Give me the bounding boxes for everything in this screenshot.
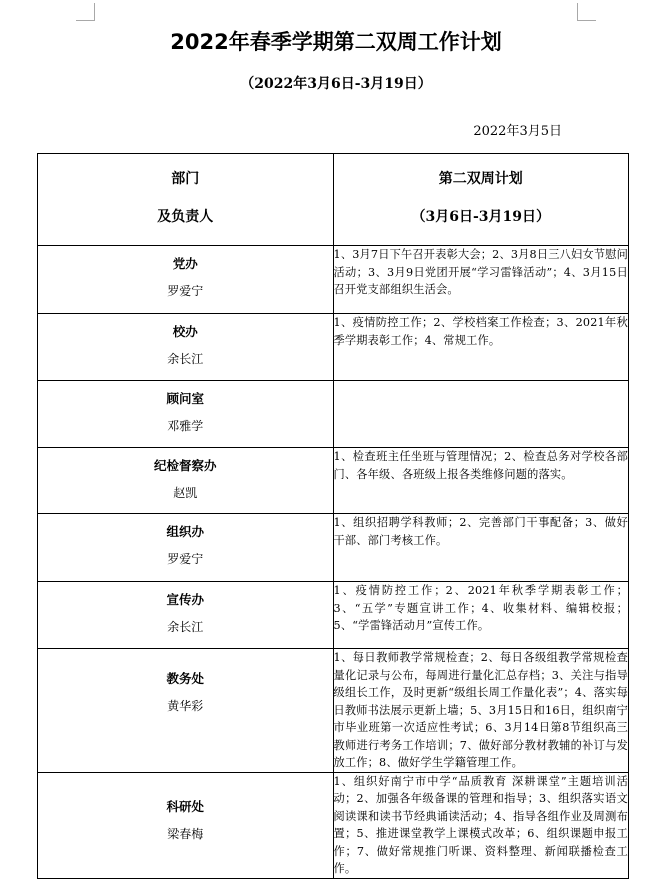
plan-cell: 1、组织招聘学科教师；2、完善部门干事配备；3、做好干部、部门考核工作。 <box>333 514 629 582</box>
header-owner-label: 及负责人 <box>157 209 214 225</box>
dept-cell <box>38 649 334 773</box>
header-dept-cell <box>38 154 334 246</box>
table-row <box>38 649 629 773</box>
document-date: 2022年3月5日 <box>473 124 562 139</box>
header-dept-label: 部门 <box>171 171 200 187</box>
plan-cell: 1、3月7日下午召开表彰大会；2、3月8日三八妇女节慰问活动；3、3月9日党团开展“学习雷锋活动”；4、3月15日召开党支部组织生活会。 <box>333 246 629 314</box>
dept-name: 顾问室 <box>166 391 204 406</box>
dept-person: 罗爱宁 <box>167 284 204 298</box>
document-title: 2022年春季学期第二双周工作计划 <box>170 30 502 54</box>
dept-cell <box>38 582 334 649</box>
dept-name: 教务处 <box>166 671 204 686</box>
table-header-row <box>38 154 629 246</box>
dept-name: 科研处 <box>166 798 204 814</box>
crop-mark-top-right <box>577 3 578 21</box>
dept-person: 罗爱宁 <box>167 552 204 566</box>
crop-mark-top-left-h <box>76 20 94 21</box>
header-plan-label: 第二双周计划 <box>438 171 523 187</box>
plan-cell: 1、疫情防控工作；2、2021年秋季学期表彰工作；3、“五学”专题宣讲工作；4、收集材料、编辑校报；5、“学雷锋活动月”宣传工作。 <box>333 582 629 649</box>
plan-cell: 1、检查班主任坐班与管理情况；2、检查总务对学校各部门、各年级、各班级上报各类维修问题的落实。 <box>333 448 629 514</box>
plan-cell: 1、组织好南宁市中学“品质教育 深耕课堂”主题培训活动；2、加强各年级备课的管理和指导；3、组织落实语文阅读课和读书节经典诵读活动；4、指导各组作业及周测布置；5、推进课堂教学上课模式改革；6、组织课题申报工作；7、做好常规推门听课、资料整理、新闻联播检查工作。 <box>333 772 629 878</box>
dept-name: 宣传办 <box>166 592 204 607</box>
plan-cell <box>333 381 629 448</box>
dept-name: 组织办 <box>166 524 204 539</box>
table-row <box>38 582 629 649</box>
dept-name: 校办 <box>172 324 198 339</box>
dept-person: 余长江 <box>167 352 204 366</box>
plan-cell: 1、每日教师教学常规检查；2、每日各级组教学常规检查量化记录与公布，每周进行量化汇总存档；3、关注与指导级组长工作，及时更新“级组长周工作量化表”；4、落实每日教师书法展示更新上墙；5、3月15日和16日，组织南宁市毕业班第一次适应性考试；6、3月14日第8节组织高三教师进行考务工作培训；7、做好部分教材教辅的补订与发放工作；8、做好学生学籍管理工作。 <box>333 649 629 773</box>
table-row <box>38 772 629 878</box>
header-plan-cell <box>333 154 629 246</box>
dept-name: 党办 <box>172 256 198 271</box>
table-row <box>38 381 629 448</box>
plan-cell: 1、疫情防控工作；2、学校档案工作检查；3、2021年秋季学期表彰工作；4、常规工作。 <box>333 314 629 381</box>
table-row <box>38 448 629 514</box>
table-row <box>38 314 629 381</box>
dept-person: 梁春梅 <box>167 826 204 841</box>
dept-person: 邓雅学 <box>167 419 204 433</box>
dept-cell <box>38 381 334 448</box>
dept-cell <box>38 772 334 878</box>
crop-mark-top-right-h <box>578 20 596 21</box>
dept-person: 赵凯 <box>173 486 198 500</box>
plan-table <box>37 153 629 879</box>
table-row <box>38 246 629 314</box>
dept-cell <box>38 448 334 514</box>
dept-name: 纪检督察办 <box>153 458 217 473</box>
dept-cell <box>38 514 334 582</box>
dept-cell <box>38 314 334 381</box>
document-subtitle: （2022年3月6日-3月19日） <box>240 76 432 92</box>
crop-mark-top-left <box>94 3 95 21</box>
table-row <box>38 514 629 582</box>
header-plan-dates: （3月6日-3月19日） <box>411 209 551 225</box>
dept-person: 黄华彩 <box>167 699 204 713</box>
dept-person: 余长江 <box>167 620 204 634</box>
dept-cell <box>38 246 334 314</box>
